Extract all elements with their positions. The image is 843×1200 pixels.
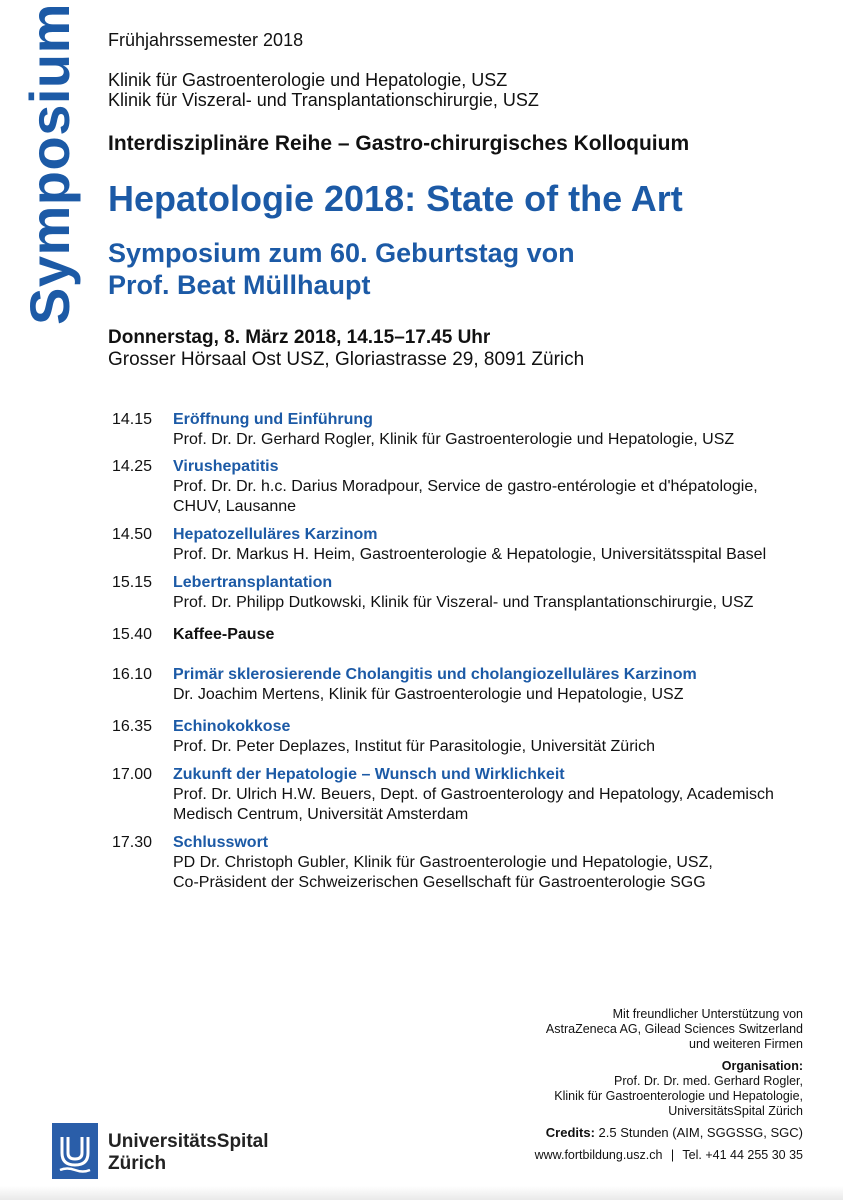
program-topic: Kaffee-Pause — [173, 626, 275, 643]
organisation-line: Klinik für Gastroenterologie und Hepatologie, — [554, 1089, 803, 1103]
side-title: Symposium — [18, 3, 81, 325]
program-topic: Virushepatitis — [173, 458, 279, 475]
program-time: 14.50 — [112, 526, 153, 543]
program-time: 15.15 — [112, 574, 153, 591]
program-speaker: CHUV, Lausanne — [173, 498, 297, 515]
organisation-label: Organisation: — [721, 1059, 803, 1073]
program-text — [173, 410, 812, 450]
usz-logo-icon — [52, 1123, 98, 1179]
logo-line: UniversitätsSpital — [108, 1131, 269, 1152]
contact-line — [535, 1148, 803, 1162]
credits-value: 2.5 Stunden (AIM, SGGSSG, SGC) — [598, 1125, 803, 1140]
website-link[interactable]: www.fortbildung.usz.ch — [534, 1148, 663, 1162]
program-speaker: Prof. Dr. Markus H. Heim, Gastroenterologie & Hepatologie, Universitätsspital Basel — [173, 546, 767, 563]
program-time: 17.00 — [112, 766, 153, 783]
organisation-line: Prof. Dr. Dr. med. Gerhard Rogler, — [614, 1074, 803, 1088]
event-title: Hepatologie 2018: State of the Art — [108, 178, 683, 219]
program-speaker: Prof. Dr. Ulrich H.W. Beuers, Dept. of Gastroenterology and Hepatology, Academisch — [173, 786, 774, 803]
clinics — [108, 70, 539, 110]
program-item — [112, 717, 812, 757]
credits-label: Credits: — [545, 1125, 595, 1140]
sponsor-line: AstraZeneca AG, Gilead Sciences Switzerland — [545, 1022, 803, 1036]
program-topic: Primär sklerosierende Cholangitis und cholangiozelluläres Karzinom — [173, 666, 697, 683]
sponsor-line: und weiteren Firmen — [689, 1037, 803, 1051]
program-text — [173, 765, 812, 825]
organisation-line: UniversitätsSpital Zürich — [668, 1104, 803, 1118]
program-speaker: Medisch Centrum, Universität Amsterdam — [173, 806, 469, 823]
event-date: Donnerstag, 8. März 2018, 14.15–17.45 Uhr — [108, 327, 491, 348]
logo-line: Zürich — [108, 1153, 167, 1174]
separator: | — [670, 1148, 675, 1162]
program-text — [173, 525, 812, 565]
subtitle-line: Prof. Beat Müllhaupt — [108, 270, 371, 300]
program-item — [112, 525, 812, 565]
program-topic: Zukunft der Hepatologie – Wunsch und Wirklichkeit — [173, 766, 565, 783]
program-text — [173, 625, 812, 645]
program-item — [112, 457, 812, 517]
clinic-line: Klinik für Viszeral- und Transplantationschirurgie, USZ — [108, 90, 539, 110]
event-venue: Grosser Hörsaal Ost USZ, Gloriastrasse 29, 8091 Zürich — [108, 349, 585, 370]
program-speaker: Prof. Dr. Peter Deplazes, Institut für Parasitologie, Universität Zürich — [173, 738, 655, 755]
program-item — [112, 765, 812, 825]
program-time: 14.15 — [112, 411, 153, 428]
program-topic: Hepatozelluläres Karzinom — [173, 526, 378, 543]
program-item — [112, 573, 812, 613]
program-speaker: Prof. Dr. Philipp Dutkowski, Klinik für Viszeral- und Transplantationschirurgie, USZ — [173, 594, 754, 611]
program-item — [112, 665, 812, 705]
program-time: 15.40 — [112, 626, 153, 643]
program-list — [112, 410, 812, 893]
program-time: 16.35 — [112, 718, 153, 735]
program-text — [173, 717, 812, 757]
semester-label: Frühjahrssemester 2018 — [108, 30, 304, 50]
program-item — [112, 625, 812, 645]
program-topic: Eröffnung und Einführung — [173, 411, 373, 428]
program-time: 16.10 — [112, 666, 153, 683]
sponsor-organisation-block — [546, 1007, 803, 1119]
program-topic: Lebertransplantation — [173, 574, 333, 591]
clinic-line: Klinik für Gastroenterologie und Hepatologie, USZ — [108, 70, 508, 90]
program-speaker: PD Dr. Christoph Gubler, Klinik für Gastroenterologie und Hepatologie, USZ, — [173, 854, 713, 871]
program-speaker: Co-Präsident der Schweizerischen Gesellschaft für Gastroenterologie SGG — [173, 874, 706, 891]
usz-logo-text — [108, 1131, 269, 1175]
program-item — [112, 410, 812, 450]
program-text — [173, 665, 812, 705]
credits-line — [546, 1125, 803, 1140]
program-topic: Schlusswort — [173, 834, 269, 851]
program-text — [173, 457, 812, 517]
program-topic: Echinokokkose — [173, 718, 291, 735]
subtitle-line: Symposium zum 60. Geburtstag von — [108, 238, 575, 268]
program-text — [173, 573, 812, 613]
program-speaker: Prof. Dr. Dr. Gerhard Rogler, Klinik für Gastroenterologie und Hepatologie, USZ — [173, 431, 735, 448]
program-speaker: Prof. Dr. Dr. h.c. Darius Moradpour, Service de gastro-entérologie et d'hépatologie, — [173, 478, 758, 495]
sponsor-line: Mit freundlicher Unterstützung von — [612, 1007, 803, 1021]
phone-number: Tel. +41 44 255 30 35 — [682, 1148, 803, 1162]
program-text — [173, 833, 812, 893]
series-heading: Interdisziplinäre Reihe – Gastro-chirurgisches Kolloquium — [108, 132, 690, 155]
program-speaker: Dr. Joachim Mertens, Klinik für Gastroenterologie und Hepatologie, USZ — [173, 686, 684, 703]
page-bottom-shadow — [0, 1186, 843, 1200]
program-time: 14.25 — [112, 458, 153, 475]
event-subtitle — [108, 237, 575, 301]
program-item — [112, 833, 812, 893]
program-time: 17.30 — [112, 834, 153, 851]
